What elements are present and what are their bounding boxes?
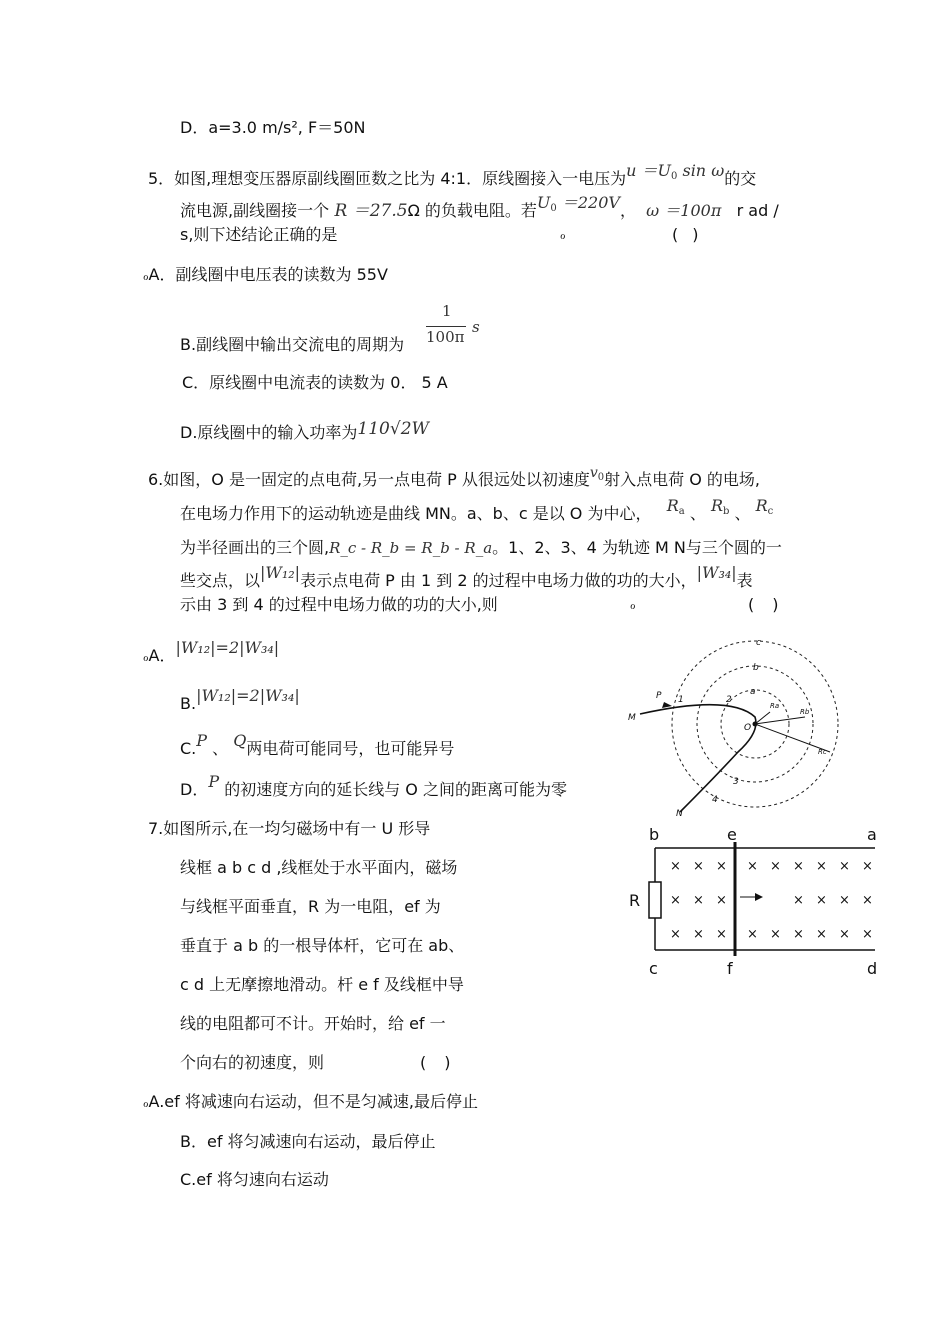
field-cross: × xyxy=(793,927,804,942)
trajectory-mn xyxy=(640,705,756,812)
field-cross: × xyxy=(670,859,681,874)
field-cross: × xyxy=(793,893,804,908)
formula-U0: $U_0 =220V$ xyxy=(536,193,620,214)
label-Rc: Rc xyxy=(818,748,827,756)
q7-figure xyxy=(625,822,885,982)
q5-stem-line1: 5．如图,理想变压器原副线圈匝数之比为 4:1．原线圈接入一电压为$u =U_0$ sin ω的交 xyxy=(148,161,757,188)
q6-figure xyxy=(620,632,840,817)
label-b: b xyxy=(649,825,660,844)
field-cross: × xyxy=(670,927,681,942)
resistor-R xyxy=(649,882,661,918)
field-cross: × xyxy=(716,859,727,874)
field-cross: × xyxy=(839,893,850,908)
q5-option-b: B.副线圈中输出交流电的周期为 xyxy=(180,335,405,354)
label-Ra: Ra xyxy=(770,702,780,710)
q6-stem-line2: 在电场力作用下的运动轨迹是曲线 MN。a、b、c 是以 O 为中心， $R_a$ 、 $R_b$ 、 $R_c$ xyxy=(180,496,774,523)
velocity-arrow xyxy=(662,702,672,708)
formula-u: $u =U_0$ sin ω xyxy=(626,161,725,182)
field-cross: × xyxy=(862,927,873,942)
label-P: P xyxy=(656,691,662,701)
q6-option-a: ℴA．|W₁₂|=2|W₃₄| xyxy=(143,638,280,665)
label-c: c xyxy=(756,638,761,648)
label-a: a xyxy=(867,825,877,844)
label-c: c xyxy=(649,959,658,978)
field-cross: × xyxy=(747,927,758,942)
field-cross: × xyxy=(816,893,827,908)
q5-answer-paren: () xyxy=(672,225,713,244)
label-4: 4 xyxy=(712,795,718,805)
field-cross: × xyxy=(693,859,704,874)
q5-option-d: D.原线圈中的输入功率为110√2W xyxy=(180,419,429,442)
q6-stem-line4: 些交点，以|W₁₂|表示点电荷 P 由 1 到 2 的过程中电场力做的功的大小，|W₃₄|表 xyxy=(180,563,753,590)
label-N: N xyxy=(676,809,683,817)
q7-stem-line3: 与线框平面垂直，R 为一电阻，ef 为 xyxy=(180,897,441,916)
label-d: d xyxy=(867,959,878,978)
field-cross: × xyxy=(793,859,804,874)
q7-option-a: ℴA.ef 将减速向右运动，但不是匀减速,最后停止 xyxy=(143,1092,478,1111)
q4-option-d: D．a=3.0 m/s², F＝50N xyxy=(180,118,366,137)
formula-omega: ω ＝100π xyxy=(646,201,722,220)
q7-stem-line1: 7.如图所示,在一均匀磁场中有一 U 形导 xyxy=(148,819,431,838)
label-b: b xyxy=(753,663,759,673)
q6-dot: ℴ xyxy=(630,598,636,612)
q5-stem-line3: s,则下述结论正确的是 xyxy=(180,225,338,244)
q6-stem-line1: 6.如图，O 是一固定的点电荷,另一点电荷 P 从很远处以初速度$v_0$射入点电荷 O 的电场, xyxy=(148,465,761,489)
q6-stem-line3: 为半径画出的三个圆,R_c - R_b = R_b - R_a。1、2、3、4 为轨迹 M N与三个圆的一 xyxy=(180,538,782,557)
field-cross: × xyxy=(770,927,781,942)
q7-stem-line4: 垂直于 a b 的一根导体杆，它可在 ab、 xyxy=(180,936,465,955)
label-3: 3 xyxy=(733,777,739,787)
field-cross: × xyxy=(670,893,681,908)
field-cross: × xyxy=(716,927,727,942)
label-1: 1 xyxy=(678,695,684,705)
q6-answer-paren: () xyxy=(748,595,797,614)
field-cross: × xyxy=(839,859,850,874)
q6-option-c: C.P 、 Q两电荷可能同号，也可能异号 xyxy=(180,731,455,758)
q7-stem-line2: 线框 a b c d ,线框处于水平面内，磁场 xyxy=(180,858,458,877)
label-Rb: Rb xyxy=(800,708,810,716)
label-f: f xyxy=(727,959,733,978)
field-cross: × xyxy=(816,859,827,874)
q7-stem-line6: 线的电阻都可不计。开始时，给 ef 一 xyxy=(180,1014,446,1033)
q6-option-b: B.|W₁₂|=2|W₃₄| xyxy=(180,686,300,713)
label-2: 2 xyxy=(726,695,732,705)
field-cross: × xyxy=(862,859,873,874)
label-R: R xyxy=(629,891,641,910)
charge-O xyxy=(753,722,758,727)
formula-period-fraction: 1 100π s xyxy=(426,302,480,346)
label-a: a xyxy=(750,687,756,697)
field-cross: × xyxy=(693,927,704,942)
q7-option-c: C.ef 将匀速向右运动 xyxy=(180,1170,329,1189)
field-cross: × xyxy=(693,893,704,908)
formula-R: R ＝27.5 xyxy=(334,201,408,221)
field-cross: × xyxy=(839,927,850,942)
q5-option-a: ℴA．副线圈中电压表的读数为 55V xyxy=(143,265,388,284)
velocity-arrow-ef xyxy=(755,893,763,901)
q7-option-b: B．ef 将匀减速向右运动，最后停止 xyxy=(180,1132,436,1151)
q7-answer-paren: () xyxy=(420,1053,469,1072)
field-cross: × xyxy=(747,859,758,874)
label-O: O xyxy=(744,723,752,733)
q5-dot: ℴ xyxy=(560,228,566,242)
q7-stem-line5: c d 上无摩擦地滑动。杆 e f 及线框中导 xyxy=(180,975,464,994)
field-cross: × xyxy=(862,893,873,908)
q5-option-c: C．原线圈中电流表的读数为 0． 5 A xyxy=(182,373,448,392)
field-cross: × xyxy=(716,893,727,908)
field-cross: × xyxy=(770,859,781,874)
q6-option-d: D．P 的初速度方向的延长线与 O 之间的距离可能为零 xyxy=(180,772,567,799)
field-cross: × xyxy=(816,927,827,942)
label-M: M xyxy=(628,713,636,723)
q5-stem-line2: 流电源,副线圈接一个 R ＝27.5Ω 的负载电阻。若$U_0 =220V$， ω ＝100π r ad / xyxy=(180,193,779,221)
q6-stem-line5: 示由 3 到 4 的过程中电场力做的功的大小,则 xyxy=(180,595,498,614)
q7-stem-line7: 个向右的初速度，则 xyxy=(180,1053,325,1072)
label-e: e xyxy=(727,825,737,844)
